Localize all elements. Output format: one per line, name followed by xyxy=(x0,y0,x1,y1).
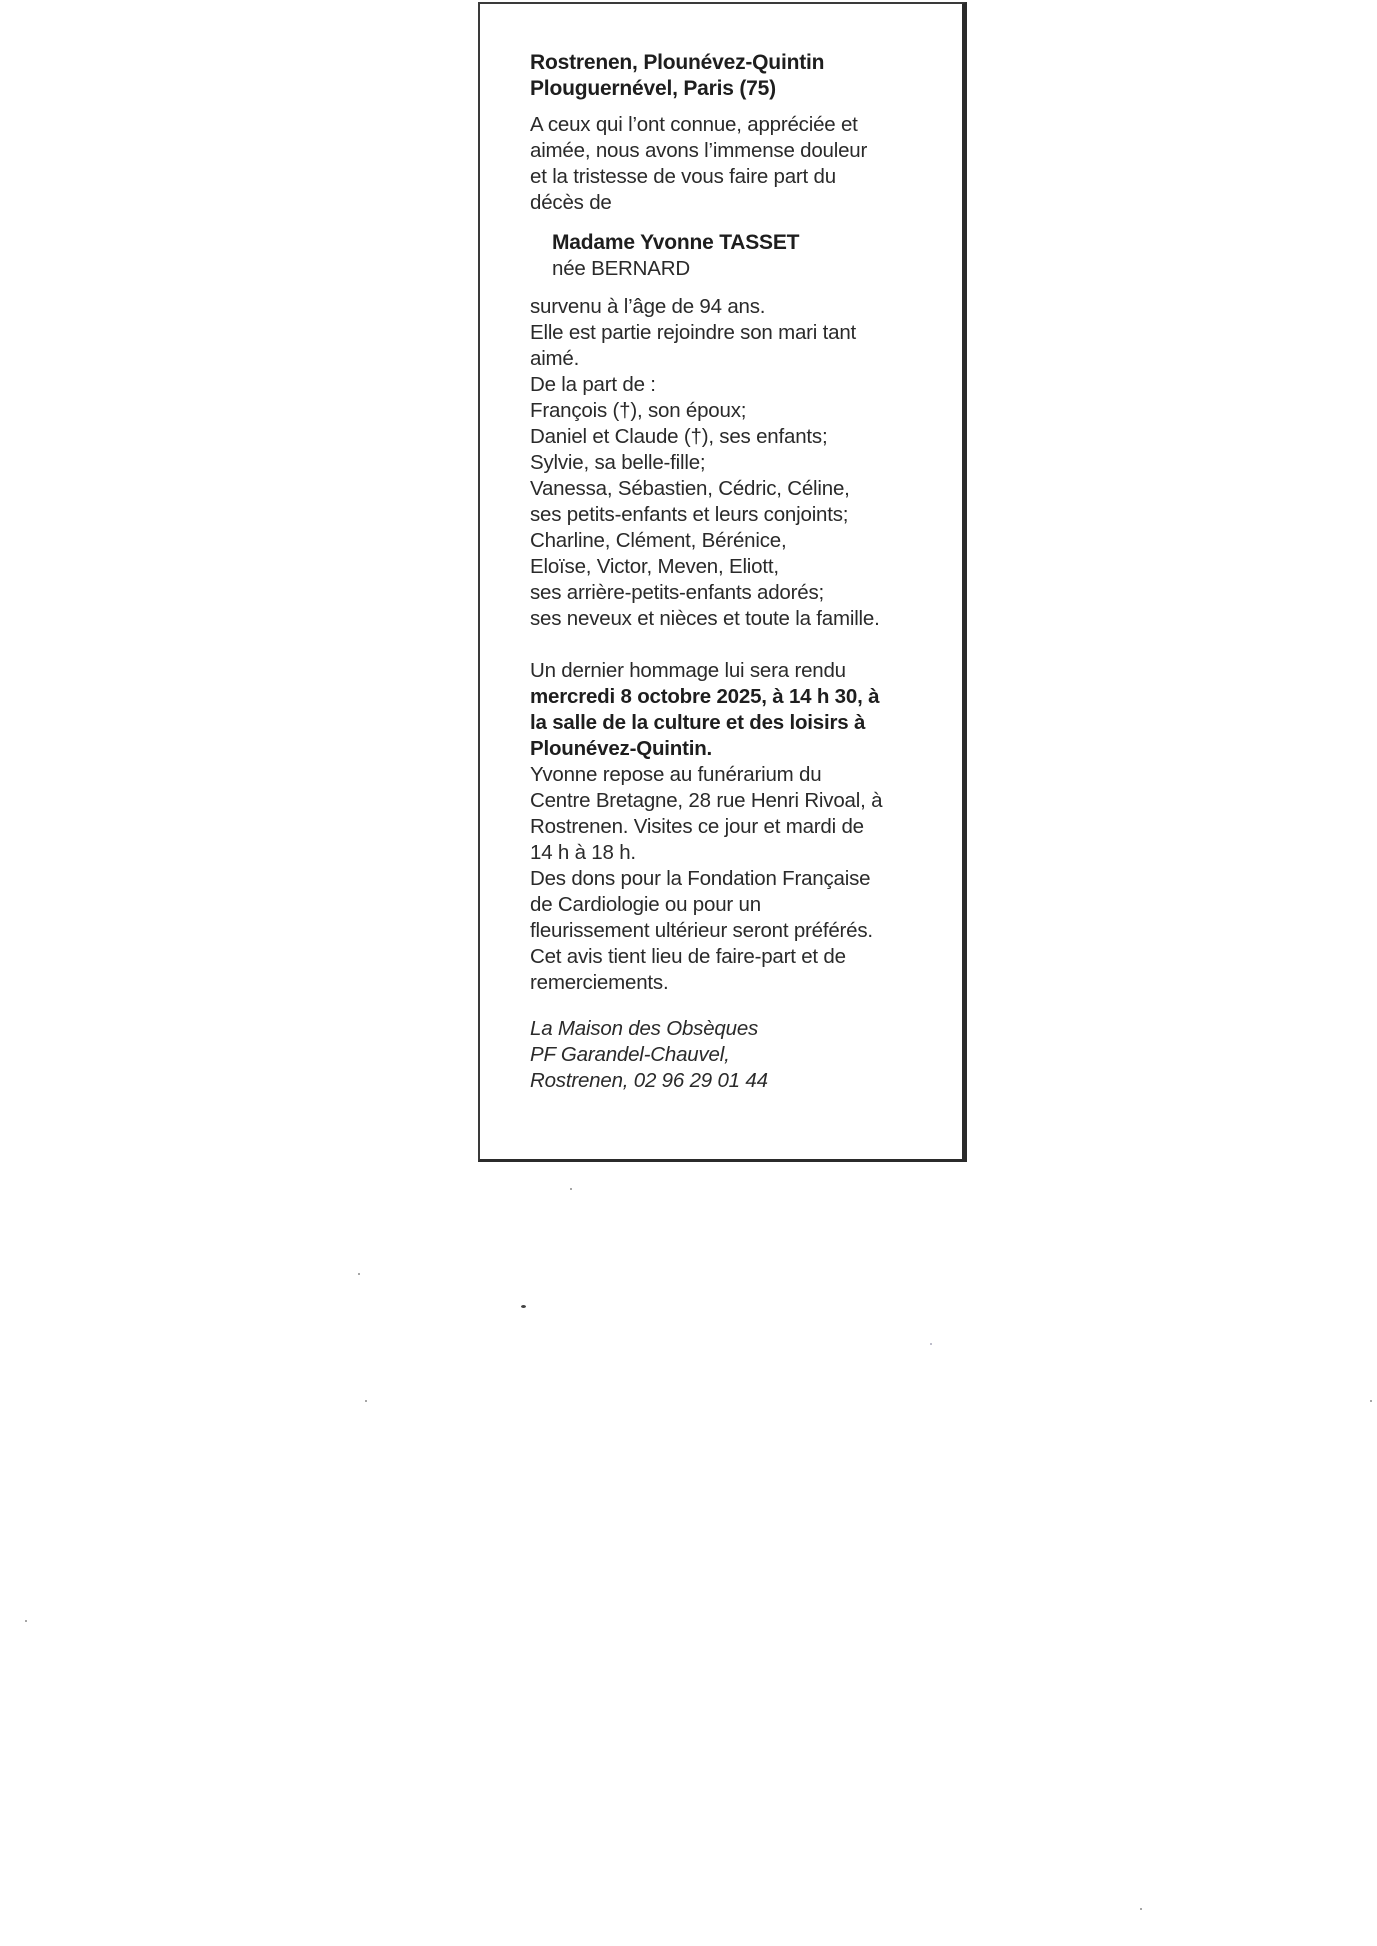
deceased-maiden-name: née BERNARD xyxy=(552,257,690,280)
detail-line: Des dons pour la Fondation Française xyxy=(530,867,871,890)
ceremony-detail-line: mercredi 8 octobre 2025, à 14 h 30, à xyxy=(530,685,880,708)
scan-speck xyxy=(25,1620,27,1622)
deceased-block xyxy=(552,230,960,282)
family-line: ses neveux et nièces et toute la famille. xyxy=(530,607,880,630)
intro-line: décès de xyxy=(530,191,612,214)
family-line: ses arrière-petits-enfants adorés; xyxy=(530,581,825,604)
signature-line: PF Garandel-Chauvel, xyxy=(530,1043,730,1066)
ceremony-paragraph xyxy=(530,658,960,996)
intro-paragraph xyxy=(530,112,960,216)
scan-speck xyxy=(570,1188,572,1190)
heading-line: Plouguernével, Paris (75) xyxy=(530,77,776,100)
scan-speck xyxy=(1140,1908,1142,1910)
family-line: ses petits-enfants et leurs conjoints; xyxy=(530,503,849,526)
detail-line: Cet avis tient lieu de faire-part et de xyxy=(530,945,846,968)
detail-line: Rostrenen. Visites ce jour et mardi de xyxy=(530,815,864,838)
notice-content xyxy=(530,50,960,1094)
family-line: Elle est partie rejoindre son mari tant xyxy=(530,321,857,344)
family-line: De la part de : xyxy=(530,373,656,396)
signature-line: Rostrenen, 02 96 29 01 44 xyxy=(530,1069,768,1092)
scan-speck xyxy=(358,1273,360,1275)
detail-line: de Cardiologie ou pour un xyxy=(530,893,761,916)
family-line: Vanessa, Sébastien, Cédric, Céline, xyxy=(530,477,850,500)
detail-line: 14 h à 18 h. xyxy=(530,841,636,864)
scan-speck xyxy=(365,1400,367,1402)
family-line: Sylvie, sa belle-fille; xyxy=(530,451,706,474)
heading-line: Rostrenen, Plounévez-Quintin xyxy=(530,51,825,74)
scan-speck xyxy=(1370,1400,1372,1402)
obituary-notice xyxy=(478,2,967,1162)
family-line: Eloïse, Victor, Meven, Eliott, xyxy=(530,555,779,578)
ceremony-intro: Un dernier hommage lui sera rendu xyxy=(530,659,846,682)
notice-heading xyxy=(530,50,960,102)
signature-line: La Maison des Obsèques xyxy=(530,1017,759,1040)
family-line: Daniel et Claude (†), ses enfants; xyxy=(530,425,828,448)
ceremony-detail-line: la salle de la culture et des loisirs à xyxy=(530,711,866,734)
detail-line: Centre Bretagne, 28 rue Henri Rivoal, à xyxy=(530,789,883,812)
detail-line: Yvonne repose au funérarium du xyxy=(530,763,822,786)
detail-line: remerciements. xyxy=(530,971,669,994)
family-line: Charline, Clément, Bérénice, xyxy=(530,529,787,552)
scan-speck xyxy=(930,1343,932,1345)
family-line: François (†), son époux; xyxy=(530,399,747,422)
funeral-home-signature xyxy=(530,1016,960,1094)
scan-speck xyxy=(521,1305,526,1308)
detail-line: fleurissement ultérieur seront préférés. xyxy=(530,919,873,942)
intro-line: aimée, nous avons l’immense douleur xyxy=(530,139,868,162)
family-paragraph xyxy=(530,294,960,632)
intro-line: A ceux qui l’ont connue, appréciée et xyxy=(530,113,858,136)
deceased-name: Madame Yvonne TASSET xyxy=(552,231,800,254)
family-line: aimé. xyxy=(530,347,580,370)
intro-line: et la tristesse de vous faire part du xyxy=(530,165,836,188)
family-line: survenu à l’âge de 94 ans. xyxy=(530,295,766,318)
ceremony-detail-line: Plounévez-Quintin. xyxy=(530,737,713,760)
